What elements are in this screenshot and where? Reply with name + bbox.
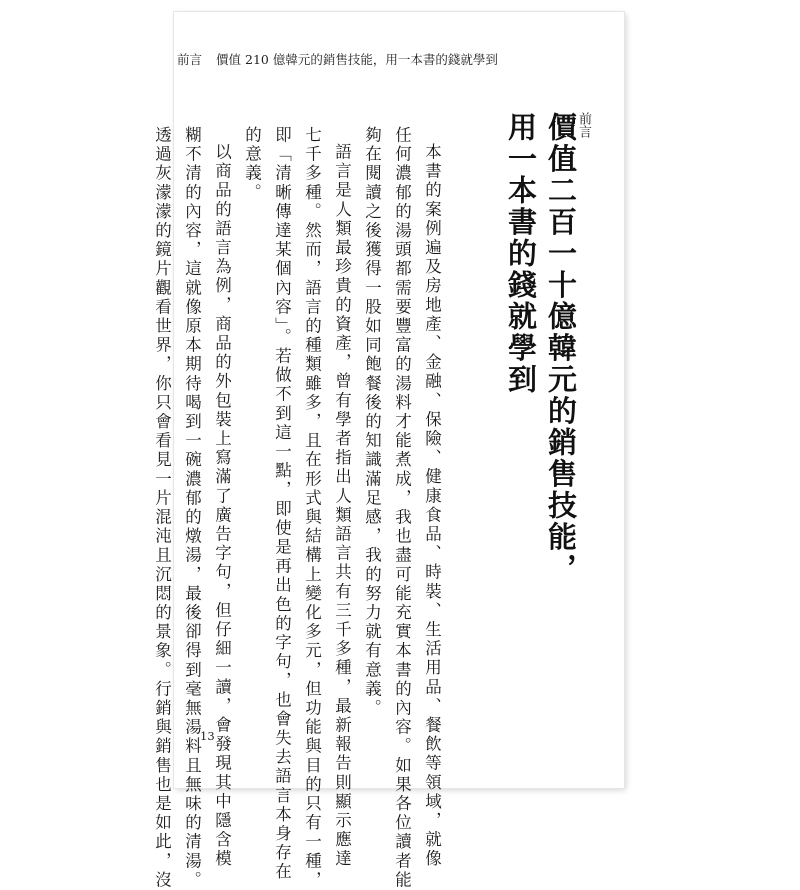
body-text-line: 七千多種。然而，語言的種類雖多，且在形式與結構上變化多元，但功能與目的只有一種，: [302, 126, 322, 890]
body-text-line: 本書的案例遍及房地產、金融、保險、健康食品、時裝、生活用品、餐飲等領域，就像: [422, 143, 442, 869]
chapter-title-line: 價值二百一十億韓元的銷售技能，: [544, 112, 578, 585]
body-text-line: 以商品的語言為例，商品的外包裝上寫滿了廣告字句，但仔細一讀，會發現其中隱含模: [212, 143, 232, 869]
header-chapter-title: 價值 210 億韓元的銷售技能，用一本書的錢就學到: [216, 52, 498, 67]
body-text-line: 夠在閱讀之後獲得一股如同飽餐後的知識滿足感，我的努力就有意義。: [362, 126, 382, 719]
body-text-line: 的意義。: [242, 126, 262, 203]
body-text-line: 即「清晰傳達某個內容」。若做不到這一點，即使是再出色的字句，也會失去語言本身存在: [272, 126, 292, 882]
running-header: [177, 50, 597, 68]
body-text-line: 任何濃郁的湯頭都需要豐富的湯料才能煮成，我也盡可能充實本書的內容。如果各位讀者能: [392, 126, 412, 890]
chapter-label: 前言: [576, 112, 591, 138]
body-text-line: 語言是人類最珍貴的資產，曾有學者指出人類語言共有三千多種，最新報告則顯示應達: [332, 143, 352, 869]
chapter-title-line: 用一本書的錢就學到: [504, 112, 538, 396]
header-section-label: 前言: [177, 52, 203, 67]
body-text-line: 糊不清的內容，這就像原本期待喝到一碗濃郁的燉湯，最後卻得到毫無湯料且無味的清湯。: [182, 126, 202, 890]
body-text-line: 透過灰濛濛的鏡片觀看世界，你只會看見一片混沌且沉悶的景象。行銷與銷售也是如此，沒: [152, 126, 172, 890]
page-number: 13: [200, 729, 215, 743]
